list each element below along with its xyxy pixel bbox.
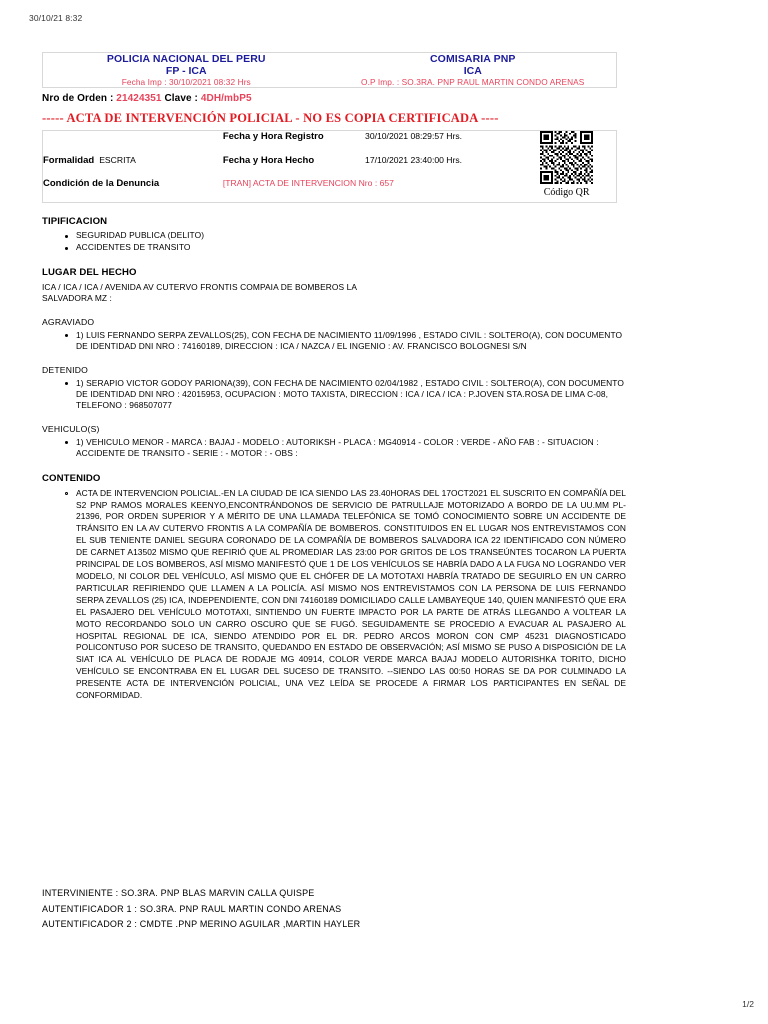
- autentificador-2-line: AUTENTIFICADOR 2 : CMDTE .PNP MERINO AGUILAR ,MARTIN HAYLER: [42, 919, 361, 929]
- print-timestamp: Fecha Imp : 30/10/2021 08:32 Hrs: [121, 77, 251, 87]
- event-date-value: 17/10/2021 23:40:00 Hrs.: [365, 154, 463, 165]
- formalidad-field: [43, 155, 223, 178]
- lugar-line-1: ICA / ICA / ICA / AVENIDA AV CUTERVO FRONTIS COMPAIA DE BOMBEROS LA: [42, 281, 358, 292]
- document-content: [42, 52, 626, 702]
- tipificacion-heading: TIPIFICACION: [42, 216, 108, 227]
- qr-code-icon: [540, 131, 593, 184]
- list-item: SEGURIDAD PUBLICA (DELITO): [76, 230, 626, 241]
- institution-name-left: POLICIA NACIONAL DEL PERU: [106, 53, 266, 65]
- key-label: Clave :: [164, 93, 198, 104]
- contenido-heading: CONTENIDO: [42, 472, 101, 484]
- list-item: ACTA DE INTERVENCION POLICIAL.-EN LA CIUDAD DE ICA SIENDO LAS 23.40HORAS DEL 17OCT2021 EL SUSCRITO EN COMPAÑÍA DEL S2 PNP RAMOS MORALES KEENYO,ENCONTRÁNDONOS DE SERVICIO DE PATRULLAJE MOTORIZADO A BORDO DE LA UU.MM PL-21396, POR ORDEN SUPERIOR Y A MÉRITO DE UNA LLAMADA TELEFÓNICA SE TOMÓ CONOCIMIENTO SOBRE UN ACCIDENTE DE TRÁNSITO EN LA AV CUTERVO FRONTIS A LA COMPAÑÍA DE BOMBEROS. CONSTITUIDOS EN EL LUGAR NOS ENTREVISTAMOS CON EL SUB TENIENTE DANIEL SEGURA CORONADO DE LA COMPAÑÍA DE BOMBEROS SALVADORA ICA 22 IDENTIFICADO CON NÚMERO DE CARNET A13502 MISMO QUE REFIRIÓ QUE AL PROMEDIAR LAS 23:00 POR GRITOS DE LOS TRANSEÚNTES TOCARON LA PUERTA PRINCIPAL DE LOS BOMBEROS, ASÍ MISMO MANIFESTÓ QUE 1 DE LOS VEHÍCULOS SE HABRÍA DADO A LA FUGA NO LOGRANDO VER MODELO, NI COLOR DEL VEHÍCULO, ASÍ MISMO QUE EL CHÓFER DE LA MOTOTAXI HABRÍA TRATADO DE SEGUIRLO EN UN CARRO PARTICULAR REFIRIENDO QUE LLAMEN A LA POLICÍA. ASÍ MISMO NOS ENTREVISTAMOS CON LA PERSONA DE LUIS FERNANDO SERPA ZEVALLOS (25) ICA, INDEPENDIENTE, CON DNI 74160189 DOMICILIADO CALLE LAMBAYEQUE 140, QUIEN MANIFESTÓ QUE ERA EL PASAJERO DEL VEHÍCULO MOTOTAXI, SINTIENDO UN FUERTE IMPACTO POR LA PARTE DE ATRÁS LLEGANDO A VOLTEAR LA MOTO RECORDANDO SOLO UN CARRO OSCURO QUE SE FUGÓ. SEGUIDAMENTE SE PROCEDIO A EVACUAR AL PASAJERO AL HOSPITAL REGIONAL DE ICA, SIENDO ATENDIDO POR EL DR. PEDRO ARCOS MORON CON CMP 45231 DIAGNOSTICADO POLICONTUSO POR SUCESO DE TRANSITO, QUEDANDO EN ESTADO DE OBSERVACIÓN; ASÍ MISMO SE PUSO A DISPOSICIÓN DE LA SIAT ICA AL VEHÍCULO DE PLACA DE RODAJE MG 40914, COLOR VERDE MARCA BAJAJ MODELO AUTORISHKA TORITO, DICHO VEHÍCULO SE ENCONTRABA EN EL LUGAR DEL SUCESO DE TRANSITO. --SIENDO LAS 00:50 HORAS SE DA POR CULMINADO LA PRESENTE ACTA DE INTERVENCIÓN POLICIAL, UNA VEZ LEÍDA SE PROCEDE A FIRMAR LOS PARTICIPANTES EN SEÑAL DE CONFORMIDAD.: [76, 487, 626, 701]
- qr-code-cell: [517, 131, 616, 203]
- qr-code-caption: Código QR: [543, 187, 590, 198]
- key-value: 4DH/mbP5: [200, 93, 252, 104]
- institution-unit-right: ICA: [463, 65, 482, 77]
- list-item: ACCIDENTES DE TRANSITO: [76, 242, 626, 253]
- list-item: 1) LUIS FERNANDO SERPA ZEVALLOS(25), CON FECHA DE NACIMIENTO 11/09/1996 , ESTADO CIVIL : SOLTERO(A), CON DOCUMENTO DE IDENTIDAD DNI NRO : 74160189, DIRECCION : ICA / NAZCA / EL INGENIO : AV. FRANCISCO BOLOGNESI S/N: [76, 330, 626, 353]
- registration-date-value: 30/10/2021 08:29:57 Hrs.: [365, 131, 463, 141]
- lugar-line-2: SALVADORA MZ :: [42, 293, 112, 304]
- signature-block: [42, 886, 626, 933]
- condicion-label: Condición de la Denuncia: [43, 178, 160, 190]
- event-date-label: Fecha y Hora Hecho: [222, 154, 315, 166]
- document-title: ----- ACTA DE INTERVENCIÓN POLICIAL - NO ES COPIA CERTIFICADA ----: [42, 111, 499, 125]
- registration-details: [42, 130, 617, 203]
- formalidad-label: Formalidad: [43, 154, 95, 166]
- institution-name-right: COMISARIA PNP: [430, 53, 516, 65]
- condicion-value: [TRAN] ACTA DE INTERVENCION Nro : 657: [222, 178, 394, 189]
- vehiculos-list: [42, 437, 626, 460]
- page-number: 1/2: [742, 999, 754, 1009]
- agraviado-heading: AGRAVIADO: [42, 316, 95, 327]
- interviniente-line: INTERVINIENTE : SO.3RA. PNP BLAS MARVIN CALLA QUISPE: [42, 888, 315, 898]
- printing-officer: O.P Imp. : SO.3RA. PNP RAUL MARTIN CONDO ARENAS: [361, 77, 585, 87]
- contenido-list: [42, 488, 626, 702]
- lugar-heading: LUGAR DEL HECHO: [42, 266, 137, 278]
- print-date: 30/10/21 8:32: [29, 13, 83, 23]
- list-item: 1) VEHICULO MENOR - MARCA : BAJAJ - MODELO : AUTORIKSH - PLACA : MG40914 - COLOR : VERDE - AÑO FAB : - SITUACION : ACCIDENTE DE TRANSITO - SERIE : - MOTOR : - OBS :: [76, 437, 626, 460]
- autentificador-1-line: AUTENTIFICADOR 1 : SO.3RA. PNP RAUL MARTIN CONDO ARENAS: [42, 903, 342, 914]
- detenido-list: [42, 378, 626, 412]
- tipificacion-list: [42, 230, 626, 254]
- list-item: 1) SERAPIO VICTOR GODOY PARIONA(39), CON FECHA DE NACIMIENTO 02/04/1982 , ESTADO CIVIL : SOLTERO(A), CON DOCUMENTO DE IDENTIDAD DNI NRO : 42015953, OCUPACION : MOTO TAXISTA, DIRECCION : ICA / ICA / ICA : P.JOVEN STA.ROSA DE LIMA C-08, TELEFONO : 968507077: [76, 378, 626, 412]
- detenido-heading: DETENIDO: [42, 364, 89, 375]
- agraviado-list: [42, 330, 626, 353]
- institution-unit-left: FP - ICA: [165, 65, 207, 77]
- order-row: [42, 93, 626, 104]
- vehiculos-heading: VEHICULO(S): [42, 423, 100, 434]
- institution-header: [42, 52, 617, 88]
- order-number-value: 21424351: [116, 93, 162, 104]
- order-number-label: Nro de Orden :: [42, 93, 114, 104]
- registration-date-label: Fecha y Hora Registro: [222, 131, 324, 142]
- formalidad-value: ESCRITA: [99, 154, 136, 165]
